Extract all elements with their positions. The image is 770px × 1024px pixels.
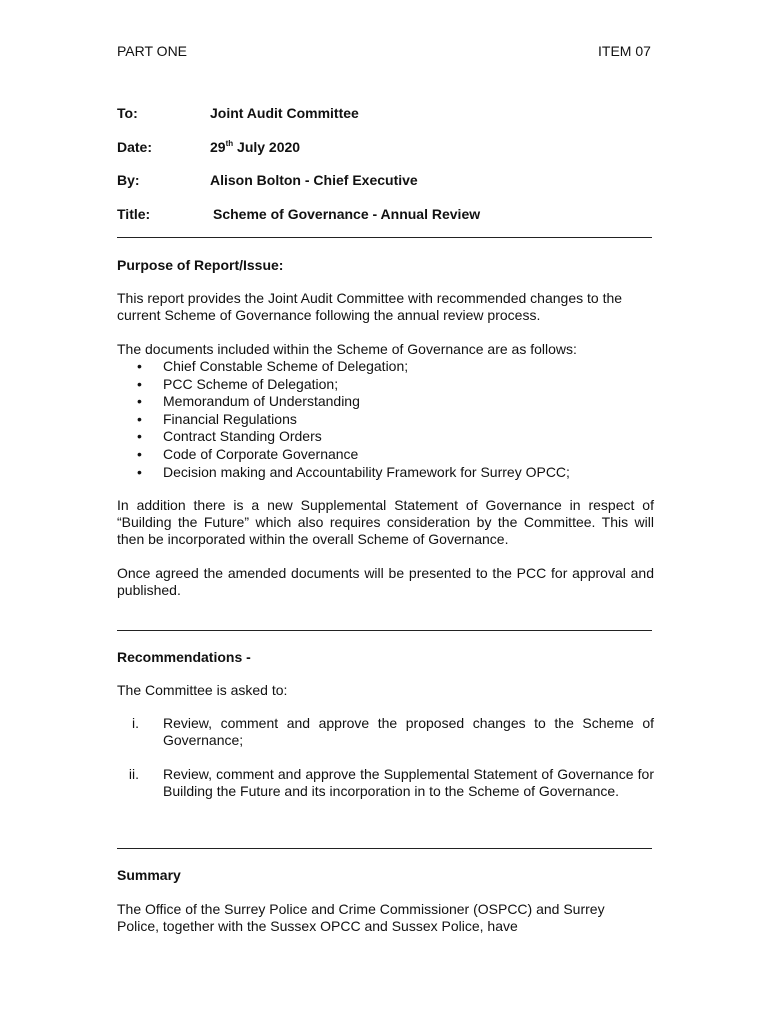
summary-text: The Office of the Surrey Police and Crime Commissioner (OSPCC) and Surrey Police, together with the Sussex OPCC and Sussex Police, have xyxy=(117,901,605,934)
title-value: Scheme of Governance - Annual Review xyxy=(213,206,481,222)
list-item: • Financial Regulations xyxy=(137,410,297,427)
item-label: ITEM 07 xyxy=(598,43,651,59)
purpose-intro: This report provides the Joint Audit Committee with recommended changes to the current Scheme of Governance following the annual review process. xyxy=(117,290,623,323)
list-item: • Decision making and Accountability Framework for Surrey OPCC; xyxy=(137,463,570,480)
to-label: To: xyxy=(117,105,138,121)
date-rest: July 2020 xyxy=(233,139,301,155)
date-value xyxy=(210,139,300,155)
by-label: By: xyxy=(117,172,140,188)
agreed-paragraph: Once agreed the amended documents will be presented to the PCC for approval and published. xyxy=(117,565,654,598)
title-label: Title: xyxy=(117,206,151,222)
list-item: • Contract Standing Orders xyxy=(137,428,322,445)
divider xyxy=(117,630,652,631)
recommendation-text: Review, comment and approve the Supplemental Statement of Governance for Building the Future and its incorporation in to the Scheme of Governance. xyxy=(163,766,654,799)
recommendations-intro: The Committee is asked to: xyxy=(117,682,288,698)
date-label: Date: xyxy=(117,139,153,155)
recommendation-number: ii. xyxy=(128,766,139,782)
recommendations-heading: Recommendations - xyxy=(117,649,251,665)
list-item: • Chief Constable Scheme of Delegation; xyxy=(137,358,409,374)
documents-intro: The documents included within the Scheme of Governance are as follows: xyxy=(117,341,577,357)
list-item: • Memorandum of Understanding xyxy=(137,393,360,410)
date-day: 29 xyxy=(210,139,226,155)
recommendation-item xyxy=(117,766,654,817)
by-value: Alison Bolton - Chief Executive xyxy=(210,172,418,188)
list-item: • PCC Scheme of Delegation; xyxy=(137,375,339,392)
part-label: PART ONE xyxy=(117,43,188,59)
summary-heading: Summary xyxy=(117,867,181,883)
recommendation-item xyxy=(117,715,654,749)
divider xyxy=(117,848,652,849)
addition-paragraph: In addition there is a new Supplemental Statement of Governance in respect of “Building the Future” which also requires consideration by the Committee. This will then be incorporated within the overall Scheme of Governance. xyxy=(117,497,654,547)
list-item: • Code of Corporate Governance xyxy=(137,445,359,462)
documents-list xyxy=(137,358,570,481)
purpose-heading: Purpose of Report/Issue: xyxy=(117,257,284,273)
date-suffix: th xyxy=(225,139,234,148)
divider xyxy=(117,237,652,238)
to-value: Joint Audit Committee xyxy=(210,105,359,121)
recommendation-number: i. xyxy=(132,715,139,731)
recommendation-text: Review, comment and approve the proposed changes to the Scheme of Governance; xyxy=(163,715,654,748)
